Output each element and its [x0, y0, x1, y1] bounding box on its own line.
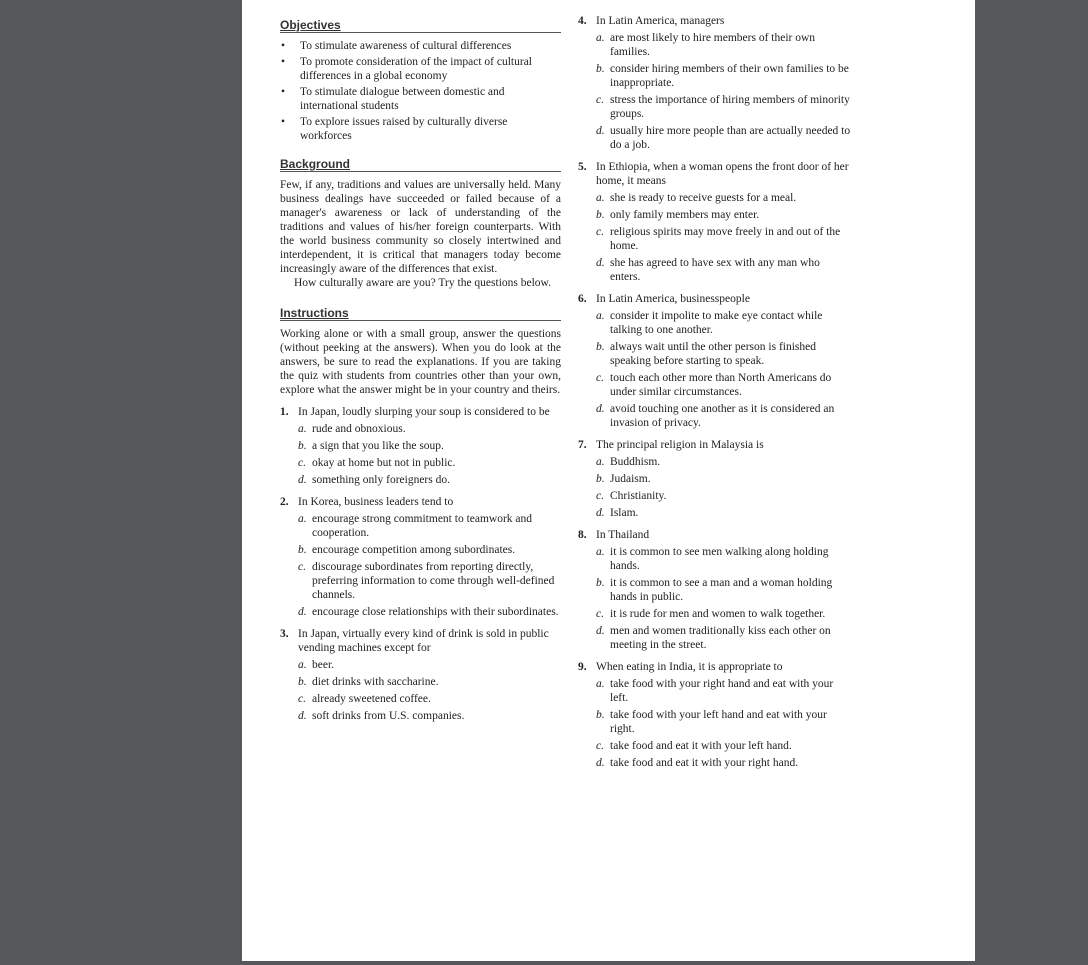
answer-option: b. encourage competition among subordinates. [298, 544, 516, 556]
answer-option: d. soft drinks from U.S. companies. [298, 710, 465, 722]
question-number: 1. [280, 406, 289, 418]
question-stem: In Latin America, managers [596, 15, 725, 27]
background-heading: Background [280, 157, 561, 172]
question-stem: In Latin America, businesspeople [596, 293, 750, 305]
answer-option: b. Judaism. [596, 473, 651, 485]
question-6 [578, 292, 853, 430]
question-stem: The principal religion in Malaysia is [596, 439, 764, 451]
answer-option: a. take food with your right hand and eat with your left. [596, 678, 834, 704]
answer-option: d. avoid touching one another as it is considered an invasion of privacy. [596, 403, 835, 429]
answer-option: b. diet drinks with saccharine. [298, 676, 439, 688]
answer-option: c. it is rude for men and women to walk together. [596, 608, 826, 620]
answer-option: a. encourage strong commitment to teamwork and cooperation. [298, 513, 533, 539]
question-number: 2. [280, 496, 289, 508]
answer-option: a. beer. [298, 659, 335, 671]
question-4 [578, 14, 853, 152]
question-7 [578, 438, 853, 520]
answer-option: a. Buddhism. [596, 456, 661, 468]
question-number: 8. [578, 529, 587, 541]
objective-item: • To stimulate dialogue between domestic and international students [281, 86, 505, 112]
answer-option: c. okay at home but not in public. [298, 457, 456, 469]
background-paragraph: Few, if any, traditions and values are universally held. Many business dealings have succeeded or failed because of a manager's awareness or lack of understanding of the traditions and values of his/her foreign counterparts. With the world business community so closely intertwined and interdependent, it is critical that managers today become increasingly aware of the differences that exist. [280, 179, 561, 275]
answer-option: a. are most likely to hire members of their own families. [596, 32, 816, 58]
bullet-icon: • [281, 116, 286, 128]
question-stem: In Korea, business leaders tend to [298, 496, 454, 508]
bullet-icon: • [281, 40, 286, 52]
question-2 [280, 495, 561, 619]
background-prompt: How culturally aware are you? Try the questions below. [294, 277, 551, 289]
answer-option: d. take food and eat it with your right hand. [596, 757, 799, 769]
question-5 [578, 160, 853, 284]
question-1 [280, 405, 561, 487]
objective-item: • To stimulate awareness of cultural differences [281, 40, 512, 52]
question-number: 6. [578, 293, 587, 305]
answer-option: b. take food with your left hand and eat with your right. [596, 709, 827, 735]
document-page [242, 0, 975, 961]
instructions-heading: Instructions [280, 306, 561, 321]
objectives-list [280, 39, 561, 143]
question-number: 4. [578, 15, 587, 27]
question-3 [280, 627, 561, 723]
objective-item: • To promote consideration of the impact of cultural differences in a global economy [281, 56, 532, 82]
answer-option: d. men and women traditionally kiss each other on meeting in the street. [596, 625, 831, 651]
bullet-icon: • [281, 86, 286, 98]
answer-option: c. Christianity. [596, 490, 667, 502]
question-number: 9. [578, 661, 587, 673]
question-number: 5. [578, 161, 587, 173]
bullet-icon: • [281, 56, 286, 68]
question-stem: In Ethiopia, when a woman opens the front door of her home, it means [596, 161, 849, 187]
answer-option: b. only family members may enter. [596, 209, 760, 221]
answer-option: d. usually hire more people than are actually needed to do a job. [596, 125, 851, 151]
answer-option: b. a sign that you like the soup. [298, 440, 444, 452]
answer-option: a. consider it impolite to make eye contact while talking to one another. [596, 310, 823, 336]
question-stem: In Japan, virtually every kind of drink is sold in public vending machines except for [298, 628, 549, 654]
answer-option: b. always wait until the other person is finished speaking before starting to speak. [596, 341, 817, 367]
answer-option: d. Islam. [596, 507, 639, 519]
question-stem: In Thailand [596, 529, 650, 541]
question-number: 3. [280, 628, 289, 640]
instructions-paragraph: Working alone or with a small group, answer the questions (without peeking at the answers). When you do look at the answers, be sure to read the explanations. If you are taking the quiz with students from countries other than your own, explore what the answer might be in your country and theirs. [280, 328, 561, 396]
answer-option: c. touch each other more than North Americans do under similar circumstances. [596, 372, 832, 398]
answer-option: a. it is common to see men walking along holding hands. [596, 546, 829, 572]
question-number: 7. [578, 439, 587, 451]
question-8 [578, 528, 853, 652]
answer-option: a. rude and obnoxious. [298, 423, 406, 435]
answer-option: c. discourage subordinates from reporting directly, preferring information to come through well-defined channels. [298, 561, 555, 601]
question-9 [578, 660, 853, 770]
question-stem: In Japan, loudly slurping your soup is considered to be [298, 406, 550, 418]
objectives-heading: Objectives [280, 18, 561, 33]
answer-option: b. it is common to see a man and a woman holding hands in public. [596, 577, 833, 603]
objective-item: • To explore issues raised by culturally diverse workforces [281, 116, 508, 142]
answer-option: d. something only foreigners do. [298, 474, 450, 486]
answer-option: c. religious spirits may move freely in and out of the home. [596, 226, 841, 252]
answer-option: b. consider hiring members of their own families to be inappropriate. [596, 63, 849, 89]
answer-option: c. take food and eat it with your left hand. [596, 740, 792, 752]
question-stem: When eating in India, it is appropriate to [596, 661, 783, 673]
answer-option: a. she is ready to receive guests for a meal. [596, 192, 797, 204]
answer-option: d. she has agreed to have sex with any man who enters. [596, 257, 820, 283]
answer-option: d. encourage close relationships with their subordinates. [298, 606, 559, 618]
left-column [280, 14, 561, 723]
answer-option: c. already sweetened coffee. [298, 693, 431, 705]
right-column [578, 14, 853, 770]
answer-option: c. stress the importance of hiring members of minority groups. [596, 94, 850, 120]
